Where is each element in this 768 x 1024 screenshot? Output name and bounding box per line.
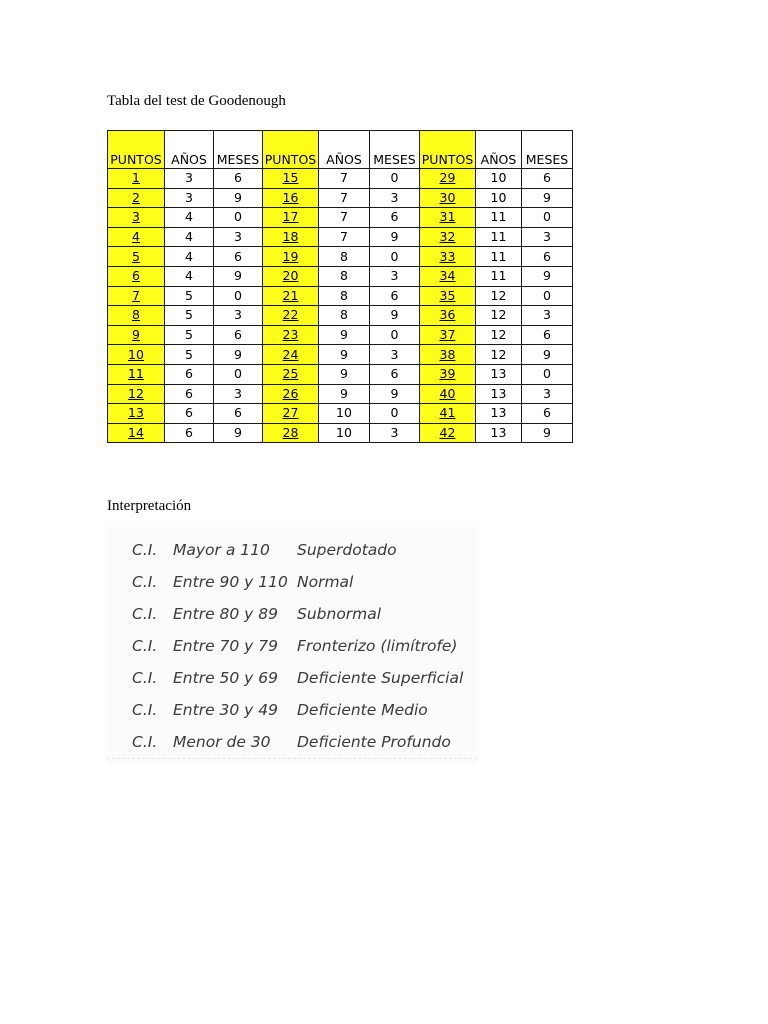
cell-anos: 8 bbox=[319, 266, 370, 286]
cell-anos: 5 bbox=[165, 325, 214, 345]
cell-meses: 3 bbox=[522, 227, 573, 247]
cell-anos: 13 bbox=[476, 423, 522, 443]
header-meses: MESES bbox=[214, 131, 263, 169]
ci-range: Entre 30 y 49 bbox=[173, 701, 279, 719]
cell-anos: 3 bbox=[165, 169, 214, 189]
ci-category: Fronterizo (limítrofe) bbox=[297, 637, 458, 655]
cell-anos: 6 bbox=[165, 384, 214, 404]
cell-puntos: 32 bbox=[420, 227, 476, 247]
cell-puntos: 31 bbox=[420, 208, 476, 228]
cell-meses: 3 bbox=[370, 266, 420, 286]
cell-meses: 9 bbox=[370, 227, 420, 247]
cell-meses: 0 bbox=[214, 286, 263, 306]
interpretation-scale-image bbox=[107, 527, 477, 765]
cell-anos: 4 bbox=[165, 208, 214, 228]
cell-meses: 6 bbox=[522, 247, 573, 267]
cell-anos: 8 bbox=[319, 306, 370, 326]
cell-puntos: 20 bbox=[263, 266, 319, 286]
cell-anos: 9 bbox=[319, 325, 370, 345]
cell-anos: 11 bbox=[476, 266, 522, 286]
cell-anos: 10 bbox=[319, 423, 370, 443]
cell-meses: 0 bbox=[522, 208, 573, 228]
table-header-row bbox=[108, 131, 573, 169]
cell-anos: 6 bbox=[165, 423, 214, 443]
cell-puntos: 21 bbox=[263, 286, 319, 306]
cell-anos: 13 bbox=[476, 384, 522, 404]
ci-category: Deficiente Superficial bbox=[297, 669, 464, 687]
cell-anos: 9 bbox=[319, 384, 370, 404]
cell-anos: 9 bbox=[319, 364, 370, 384]
table-row bbox=[108, 306, 573, 326]
cell-anos: 9 bbox=[319, 345, 370, 365]
cell-meses: 9 bbox=[370, 306, 420, 326]
cell-puntos: 15 bbox=[263, 169, 319, 189]
table-row bbox=[108, 169, 573, 189]
ci-category: Deficiente Medio bbox=[297, 701, 428, 719]
interpretation-title: Interpretación bbox=[107, 498, 192, 514]
cell-meses: 3 bbox=[214, 384, 263, 404]
cell-puntos: 4 bbox=[108, 227, 165, 247]
header-puntos: PUNTOS bbox=[420, 131, 476, 169]
cell-puntos: 42 bbox=[420, 423, 476, 443]
cell-puntos: 9 bbox=[108, 325, 165, 345]
cell-meses: 3 bbox=[214, 306, 263, 326]
cell-anos: 11 bbox=[476, 227, 522, 247]
cell-puntos: 14 bbox=[108, 423, 165, 443]
cell-meses: 0 bbox=[370, 247, 420, 267]
ci-range: Entre 70 y 79 bbox=[173, 637, 279, 655]
ci-category: Normal bbox=[297, 573, 354, 591]
cell-puntos: 10 bbox=[108, 345, 165, 365]
cell-anos: 12 bbox=[476, 345, 522, 365]
cell-puntos: 35 bbox=[420, 286, 476, 306]
cell-anos: 5 bbox=[165, 306, 214, 326]
cell-puntos: 7 bbox=[108, 286, 165, 306]
cell-puntos: 33 bbox=[420, 247, 476, 267]
cell-puntos: 11 bbox=[108, 364, 165, 384]
cell-puntos: 37 bbox=[420, 325, 476, 345]
header-meses: MESES bbox=[370, 131, 420, 169]
table-row bbox=[108, 208, 573, 228]
ci-category: Superdotado bbox=[297, 541, 397, 559]
cell-meses: 3 bbox=[214, 227, 263, 247]
table-row bbox=[108, 345, 573, 365]
cell-meses: 0 bbox=[370, 325, 420, 345]
cell-anos: 12 bbox=[476, 306, 522, 326]
cell-puntos: 39 bbox=[420, 364, 476, 384]
cell-puntos: 28 bbox=[263, 423, 319, 443]
cell-meses: 9 bbox=[214, 188, 263, 208]
cell-puntos: 19 bbox=[263, 247, 319, 267]
header-puntos: PUNTOS bbox=[263, 131, 319, 169]
cell-puntos: 40 bbox=[420, 384, 476, 404]
cell-meses: 6 bbox=[522, 404, 573, 424]
cell-meses: 6 bbox=[370, 364, 420, 384]
cell-puntos: 25 bbox=[263, 364, 319, 384]
cell-puntos: 13 bbox=[108, 404, 165, 424]
cell-meses: 3 bbox=[370, 188, 420, 208]
header-meses: MESES bbox=[522, 131, 573, 169]
cell-meses: 6 bbox=[370, 286, 420, 306]
cell-puntos: 17 bbox=[263, 208, 319, 228]
cell-puntos: 41 bbox=[420, 404, 476, 424]
cell-meses: 9 bbox=[522, 266, 573, 286]
cell-anos: 11 bbox=[476, 208, 522, 228]
table-row bbox=[108, 286, 573, 306]
cell-anos: 7 bbox=[319, 188, 370, 208]
cell-meses: 0 bbox=[522, 286, 573, 306]
cell-meses: 0 bbox=[370, 404, 420, 424]
cell-anos: 4 bbox=[165, 266, 214, 286]
cell-meses: 6 bbox=[370, 208, 420, 228]
cell-meses: 6 bbox=[214, 404, 263, 424]
cell-puntos: 23 bbox=[263, 325, 319, 345]
ci-label: C.I. bbox=[132, 637, 158, 655]
cell-meses: 0 bbox=[214, 364, 263, 384]
table-row bbox=[108, 227, 573, 247]
cell-puntos: 26 bbox=[263, 384, 319, 404]
cell-anos: 10 bbox=[476, 169, 522, 189]
cell-anos: 7 bbox=[319, 169, 370, 189]
cell-anos: 4 bbox=[165, 227, 214, 247]
cell-puntos: 30 bbox=[420, 188, 476, 208]
cell-puntos: 5 bbox=[108, 247, 165, 267]
cell-meses: 3 bbox=[522, 384, 573, 404]
cell-meses: 9 bbox=[214, 423, 263, 443]
cell-puntos: 22 bbox=[263, 306, 319, 326]
header-anos: AÑOS bbox=[319, 131, 370, 169]
cell-anos: 10 bbox=[476, 188, 522, 208]
scan-edge-divider bbox=[107, 758, 477, 765]
ci-label: C.I. bbox=[132, 733, 158, 751]
cell-meses: 0 bbox=[522, 364, 573, 384]
cell-puntos: 36 bbox=[420, 306, 476, 326]
table-row bbox=[108, 384, 573, 404]
cell-puntos: 34 bbox=[420, 266, 476, 286]
ci-range: Entre 90 y 110 bbox=[173, 573, 288, 591]
cell-anos: 8 bbox=[319, 247, 370, 267]
cell-anos: 12 bbox=[476, 325, 522, 345]
table-row bbox=[108, 266, 573, 286]
page-title: Tabla del test de Goodenough bbox=[107, 93, 286, 109]
table-row bbox=[108, 404, 573, 424]
cell-meses: 3 bbox=[522, 306, 573, 326]
cell-meses: 9 bbox=[522, 188, 573, 208]
cell-meses: 9 bbox=[214, 345, 263, 365]
cell-meses: 9 bbox=[214, 266, 263, 286]
cell-anos: 6 bbox=[165, 404, 214, 424]
cell-anos: 8 bbox=[319, 286, 370, 306]
ci-category: Deficiente Profundo bbox=[297, 733, 451, 751]
cell-meses: 6 bbox=[214, 325, 263, 345]
cell-meses: 9 bbox=[522, 345, 573, 365]
table-row bbox=[108, 325, 573, 345]
cell-anos: 11 bbox=[476, 247, 522, 267]
cell-puntos: 1 bbox=[108, 169, 165, 189]
cell-meses: 6 bbox=[214, 247, 263, 267]
cell-puntos: 8 bbox=[108, 306, 165, 326]
ci-label: C.I. bbox=[132, 669, 158, 687]
ci-label: C.I. bbox=[132, 573, 158, 591]
cell-meses: 9 bbox=[370, 384, 420, 404]
cell-anos: 3 bbox=[165, 188, 214, 208]
table-row bbox=[108, 188, 573, 208]
ci-label: C.I. bbox=[132, 701, 158, 719]
cell-puntos: 16 bbox=[263, 188, 319, 208]
cell-anos: 12 bbox=[476, 286, 522, 306]
cell-meses: 0 bbox=[214, 208, 263, 228]
cell-anos: 5 bbox=[165, 286, 214, 306]
ci-range: Mayor a 110 bbox=[173, 541, 270, 559]
table-row bbox=[108, 423, 573, 443]
ci-range: Menor de 30 bbox=[173, 733, 271, 751]
cell-anos: 13 bbox=[476, 364, 522, 384]
header-anos: AÑOS bbox=[165, 131, 214, 169]
cell-anos: 7 bbox=[319, 227, 370, 247]
cell-meses: 6 bbox=[522, 325, 573, 345]
header-anos: AÑOS bbox=[476, 131, 522, 169]
header-puntos: PUNTOS bbox=[108, 131, 165, 169]
cell-puntos: 3 bbox=[108, 208, 165, 228]
cell-anos: 6 bbox=[165, 364, 214, 384]
ci-label: C.I. bbox=[132, 541, 158, 559]
cell-puntos: 38 bbox=[420, 345, 476, 365]
goodenough-table bbox=[107, 130, 573, 443]
cell-anos: 4 bbox=[165, 247, 214, 267]
cell-anos: 7 bbox=[319, 208, 370, 228]
ci-range: Entre 80 y 89 bbox=[173, 605, 279, 623]
cell-anos: 13 bbox=[476, 404, 522, 424]
cell-puntos: 6 bbox=[108, 266, 165, 286]
cell-puntos: 2 bbox=[108, 188, 165, 208]
cell-puntos: 12 bbox=[108, 384, 165, 404]
ci-category: Subnormal bbox=[297, 605, 382, 623]
ci-range: Entre 50 y 69 bbox=[173, 669, 279, 687]
cell-anos: 5 bbox=[165, 345, 214, 365]
cell-meses: 6 bbox=[214, 169, 263, 189]
cell-puntos: 29 bbox=[420, 169, 476, 189]
cell-puntos: 24 bbox=[263, 345, 319, 365]
cell-meses: 9 bbox=[522, 423, 573, 443]
cell-meses: 3 bbox=[370, 423, 420, 443]
cell-meses: 6 bbox=[522, 169, 573, 189]
table-row bbox=[108, 247, 573, 267]
cell-puntos: 18 bbox=[263, 227, 319, 247]
cell-meses: 0 bbox=[370, 169, 420, 189]
cell-puntos: 27 bbox=[263, 404, 319, 424]
cell-anos: 10 bbox=[319, 404, 370, 424]
cell-meses: 3 bbox=[370, 345, 420, 365]
table-row bbox=[108, 364, 573, 384]
ci-label: C.I. bbox=[132, 605, 158, 623]
